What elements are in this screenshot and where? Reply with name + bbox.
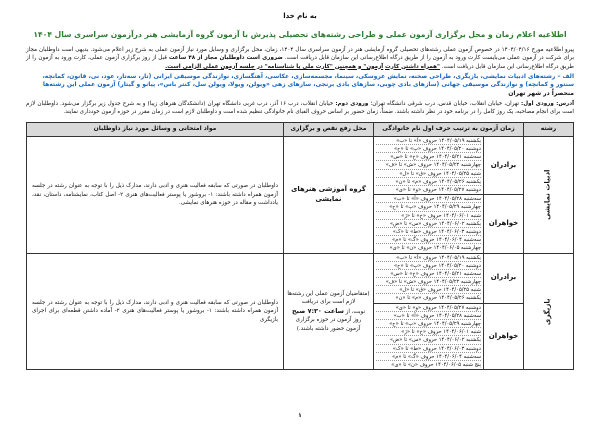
place-name: گروه آموزشی هنرهای نمایشی <box>291 184 366 203</box>
address-label-2: ورودی دوم: <box>335 100 369 107</box>
date-list <box>373 195 483 253</box>
place-cell <box>283 253 373 370</box>
date-item: چهارشنبه ۱۴۰۴/۰۶/۰۵ حروف «ن» تا «ی» <box>389 245 481 252</box>
place-time: ساعت ۷:۳۰ صبح <box>291 306 344 315</box>
date-item: دوشنبه ۱۴۰۴/۰۶/۰۳ حروف «ط» تا «ک» <box>376 228 481 236</box>
major-cell <box>524 253 574 370</box>
date-item: سه‌شنبه ۱۴۰۴/۰۵/۲۸ حروف «آ» تا «ب» <box>376 195 481 203</box>
date-list <box>373 253 483 303</box>
date-item: دوشنبه ۱۴۰۴/۰۵/۲۷ حروف «و» تا «ی» <box>376 304 481 312</box>
date-item: سه‌شنبه ۱۴۰۴/۰۶/۰۴ حروف «گ» تا «م» <box>376 353 481 361</box>
date-item: چهارشنبه ۱۴۰۴/۰۵/۲۹ حروف «پ» تا «ح» <box>376 320 481 328</box>
intro-bold-prefix: ضروری است داوطلبان مجاز از <box>195 55 283 62</box>
majors-list <box>26 73 574 99</box>
date-item: یکشنبه ۱۴۰۴/۰۵/۲۶ حروف «م» تا «ن» <box>376 178 481 186</box>
date-item: دوشنبه ۱۴۰۴/۰۵/۲۰ حروف «پ» تا «ح» <box>376 262 481 270</box>
bismillah-heading: به نام خدا <box>283 12 317 20</box>
place-note-1: (متقاضیان آزمون عملی این رشته‌ها لازم است برای دریافت <box>287 290 370 306</box>
address-paragraph <box>26 100 574 116</box>
intro-card-requirement: "همراه داشتن کارت <box>385 63 440 70</box>
date-list <box>373 303 483 370</box>
address-text-1: تهران، خیابان انقلاب، خیابان قدس، درب شرقی دانشگاه تهران؛ <box>370 100 519 107</box>
intro-line-3: قبل از روز برگزاری آزمون عملی، کارت ورود به آزمون را از طریق درگاه اطلاع‌رسانی این سازمان قابل دریافت است. <box>26 55 574 70</box>
date-item: یکشنبه ۱۴۰۴/۰۵/۱۹ حروف «آ» تا «ب» <box>376 254 481 262</box>
date-item: چهارشنبه ۱۴۰۴/۰۵/۲۲ حروف «ش» تا «ف» <box>376 161 481 169</box>
header-place: محل رفع نقص و برگزاری <box>283 122 373 136</box>
date-item: چهارشنبه ۱۴۰۴/۰۵/۲۲ حروف «ش» تا «ف» <box>376 278 481 286</box>
intro-line-2: زیر اعلام می‌شود. بدیهی است داوطلبان مجاز برای شرکت در آزمون عملی می‌بایست کارت ورود به آزمون را از طریق درگاه اطلاع‌رسانی این سازمان قابل دریافت است. <box>26 47 575 62</box>
place-note-3: روز آزمون در حوزه برگزاری <box>295 317 362 324</box>
date-item: شنبه ۱۴۰۴/۰۵/۲۵ حروف «ق» تا «ل» <box>376 170 481 178</box>
date-item: سه‌شنبه ۱۴۰۴/۰۵/۲۱ حروف «خ» تا «س» <box>376 270 481 278</box>
materials-cell: داوطلبان در صورتی که سابقه فعالیت هنری و ادبی دارند، مدارک ذیل را با توجه به عنوان رشته در جلسه آزمون همراه داشته باشند: ۱- بروشور یا پوستر فعالیت‌های هنری ۲- اصل کتاب، نمایشنامه، داستان، نقد، یادداشت و مقاله در حوزه هنرهای نمایشی. <box>27 136 284 253</box>
date-item: یکشنبه ۱۴۰۴/۰۶/۰۲ حروف «س» تا «ض» <box>376 220 481 228</box>
schedule-table <box>26 122 574 370</box>
date-item: پنج شنبه ۱۴۰۴/۰۶/۰۵ حروف «ن» تا «ی» <box>391 361 481 368</box>
group-label: خواهران <box>484 303 524 370</box>
date-item: دوشنبه ۱۴۰۴/۰۵/۲۰ حروف «پ» تا «ح» <box>376 145 481 153</box>
table-header-row <box>27 122 574 136</box>
date-item: سه‌شنبه ۱۴۰۴/۰۵/۲۱ حروف «خ» تا «س» <box>376 153 481 161</box>
address-text-4: خودداری نمایند. <box>63 108 100 115</box>
major-cell <box>524 136 574 253</box>
date-item: شنبه ۱۴۰۴/۰۶/۰۱ حروف «خ» تا «ژ» <box>376 212 481 220</box>
majors-text: الف – رشته‌های ادبیات نمایشی، بازیگری، طراحی صحنه، نمایش عروسکی، سینما، مجسمه‌سازی، عکاسی، آهنگسازی، نوازندگی موسیقی ایرانی (تار، سه‌تار، عود، نی، قانون، کمانچه، سنتور و کمانچه) و نوازندگی موسیقی جهانی (سازهای بادی چوبی، سازهای بادی برنجی، سازهای زهی «ویولن، ویولا، ویولن سل، کنتر باس»، پیانو و گیتار) آزمون عملی این رشته‌ها <box>42 72 574 89</box>
address-label: آدرس: ورودی اول: <box>521 100 575 107</box>
major-label: بازیگری <box>543 297 552 325</box>
date-item: سه‌شنبه ۱۴۰۴/۰۶/۰۴ حروف «گ» تا «م» <box>376 236 481 244</box>
intro-hours: ۴۸ ساعت <box>168 55 196 62</box>
intro-line-1: پیرو اطلاعیه مورخ ۱۴۰۴/۰۴/۱۶ در خصوص آزمون عملی رشته‌های تحصیلی گروه آزمایشی هنر در آزمون سراسری سال ۱۴۰۴، زمان، محل برگزاری و وسایل مورد نیاز آزمون عملی به شرح <box>135 47 575 54</box>
page-number: ۱ <box>298 411 302 419</box>
header-schedule: زمان آزمون به ترتیب حرف اول نام خانوادگی <box>373 122 523 136</box>
intro-card-requirement-2: آزمون" و همچنین "کارت ملی یا شناسنامه" در جلسه آزمون عملی الزامی است. <box>165 63 384 70</box>
place-note-2 <box>287 307 370 317</box>
group-label: برادران <box>484 253 524 303</box>
intro-paragraph <box>26 46 574 70</box>
address-text-2: خیابان انقلاب، درب ۱۶ آذر، درب غربی دانشگاه تهران (دانشکدگان هنرهای زیبا) و به شرح <box>122 100 334 107</box>
place-note-4: آزمون حضور داشته باشند.) <box>296 325 361 332</box>
announcement-title: اطلاعیه اعلام زمان و محل برگزاری آزمون عملی و طراحی رشته‌های تحصیلی پذیرش با آزمون گروه آزمایشی هنر درآزمون سراسری سال ۱۴۰۴ <box>33 30 567 40</box>
date-item: دوشنبه ۱۴۰۴/۰۵/۲۷ حروف «و» تا «ی» <box>395 187 481 194</box>
date-item: یکشنبه ۱۴۰۴/۰۵/۲۶ حروف «م» تا «ن» <box>395 295 481 302</box>
date-item: یکشنبه ۱۴۰۴/۰۶/۰۲ حروف «س» تا «ض» <box>376 336 481 344</box>
date-item: سه‌شنبه ۱۴۰۴/۰۵/۲۸ حروف «آ» تا «ب» <box>376 312 481 320</box>
date-list <box>373 136 483 194</box>
group-label: برادران <box>484 136 524 194</box>
date-item: چهارشنبه ۱۴۰۴/۰۵/۲۹ حروف «پ» تا «ح» <box>376 203 481 211</box>
date-item: شنبه ۱۴۰۴/۰۶/۰۱ حروف «خ» تا «ژ» <box>376 328 481 336</box>
group-label: خواهران <box>484 195 524 253</box>
place-note-2-text: نوبت، از <box>345 308 366 315</box>
place-cell <box>283 136 373 253</box>
major-label: ادبیات نمایشی <box>543 169 552 220</box>
date-item: دوشنبه ۱۴۰۴/۰۶/۰۳ حروف «ط» تا «ک» <box>376 345 481 353</box>
majors-tail: منحصراً در شهر تهران <box>508 90 574 97</box>
header-major: رشته <box>524 122 574 136</box>
address-text-3: جدول زیر برگزار می‌شود. داوطلبان لازم است برای انجام مصاحبه، یک روز کامل را در برنامه خود در نظر داشته باشند. ضمناً، زمان حضور بر اساس حروف الفبای نام خانوادگی تنظیم شده است و داوطلبان لازم است در زمان مقرر در حوزه آزمون <box>26 100 574 115</box>
date-item: یکشنبه ۱۴۰۴/۰۵/۱۹ حروف «آ» تا «ب» <box>376 137 481 145</box>
table-row <box>27 253 574 303</box>
table-row <box>27 136 574 194</box>
date-item: شنبه ۱۴۰۴/۰۵/۲۵ حروف «ق» تا «ل» <box>376 286 481 294</box>
header-materials: مواد امتحانی و وسائل مورد نیاز داوطلبان <box>27 122 284 136</box>
materials-cell: داوطلبان در صورتی که سابقه فعالیت هنری و ادبی دارند، مدارک ذیل را با توجه به عنوان رشته در جلسه آزمون همراه داشته باشند: ۱- بروشور یا پوستر فعالیت‌های هنری ۲- آماده داشتن قطعه‌ای برای اجرای بازیگری <box>27 253 284 370</box>
